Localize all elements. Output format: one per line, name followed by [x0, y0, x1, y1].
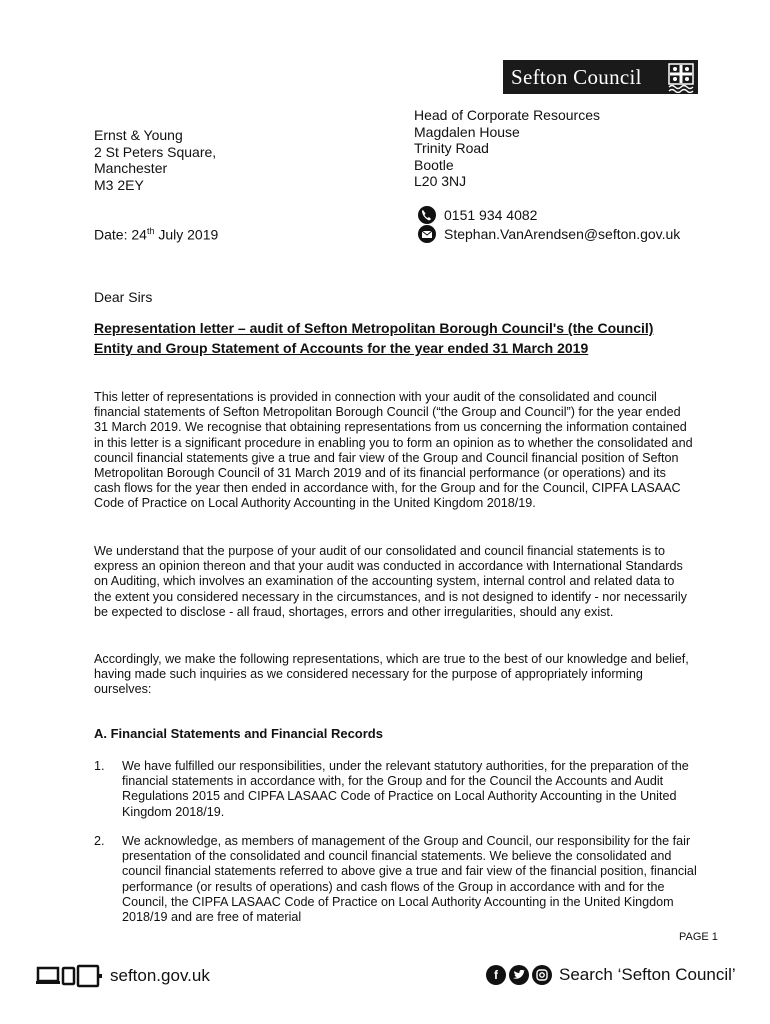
paragraph: This letter of representations is provided in connection with your audit of the consolidated and council financial statements of Sefton Metropolitan Borough Council (“the Group and Council”) for the year ended 31 March 2019. We recognise that obtaining representations from us concerning the information contained in this letter is a significant procedure in enabling you to form an opinion as to whether the consolidated and council financial statements give a true and fair view of the Group and Council financial position of Sefton Metropolitan Borough Council of 31 March 2019 and of its financial performance (or operations) and its cash flows for the year then ended in accordance with, for the Group and for the Council, CIPFA LASAAC Code of Practice on Local Authority Accounting in the United Kingdom 2018/19.	[94, 390, 693, 511]
email-address: Stephan.VanArendsen@sefton.gov.uk	[444, 226, 681, 242]
recipient-address	[94, 127, 216, 193]
footer-social	[486, 965, 736, 985]
search-text: Search ‘Sefton Council’	[559, 965, 736, 984]
twitter-icon[interactable]	[509, 965, 529, 985]
crest-icon	[666, 61, 696, 93]
sender-line: Bootle	[414, 156, 454, 173]
date-sup: th	[146, 226, 155, 236]
devices-icon	[36, 964, 104, 988]
sender-line: Head of Corporate Resources	[414, 107, 600, 123]
section-a-title: A. Financial Statements and Financial Records	[94, 726, 383, 741]
recipient-line: M3 2EY	[94, 176, 144, 193]
recipient-line: Ernst & Young	[94, 127, 183, 143]
salutation: Dear Sirs	[94, 289, 153, 305]
email-icon	[418, 225, 436, 243]
email-row	[418, 225, 680, 243]
list-item-number: 1.	[94, 759, 105, 773]
website-text[interactable]: sefton.gov.uk	[110, 966, 210, 985]
list-item	[94, 759, 704, 820]
phone-number: 0151 934 4082	[444, 207, 538, 223]
instagram-icon[interactable]	[532, 965, 552, 985]
phone-icon	[418, 206, 436, 224]
sender-line: Magdalen House	[414, 123, 520, 140]
subject-heading: Representation letter – audit of Sefton Metropolitan Borough Council's (the Council) Entity and Group Statement of Accounts for the year ended 31 March 2019	[94, 320, 654, 356]
phone-row	[418, 206, 680, 224]
recipient-line: Manchester	[94, 160, 168, 176]
list-item-text: We acknowledge, as members of management of the Group and Council, our responsibility for the fair presentation of the consolidated and council financial statements. We believe the consolidated and council financial statements referred to above give a true and fair view of the financial position, financial performance (or results of operations) and cash flows of the Group in accordance with and for the Council, the CIPFA LASAAC Code of Practice on Local Authority Accounting in the United Kingdom 2018/19 and are free of material	[122, 834, 697, 925]
list-item-text: We have fulfilled our responsibilities, under the relevant statutory authorities, for the preparation of the financial statements in accordance with, for the Group and for the Council the Accounts and Audit Regulations 2015 and CIPFA LASAAC Code of Practice on Local Authority Accounting in the United Kingdom 2018/19.	[122, 759, 689, 819]
date-suffix: July 2019	[154, 226, 219, 243]
sender-line: Trinity Road	[414, 140, 489, 156]
date-prefix: Date: 24	[94, 226, 147, 243]
logo-text: Sefton Council	[511, 64, 642, 89]
recipient-line: 2 St Peters Square,	[94, 143, 217, 160]
contact-block	[418, 206, 680, 243]
facebook-icon[interactable]: f	[486, 965, 506, 985]
letter-date	[94, 226, 218, 243]
sender-line: L20 3NJ	[414, 173, 467, 189]
paragraph: Accordingly, we make the following representations, which are true to the best of our knowledge and belief, having made such inquiries as we considered necessary for the purpose of appropriately informing ourselves:	[94, 652, 689, 697]
footer-website	[36, 964, 210, 988]
page-number: PAGE 1	[679, 931, 718, 943]
list-item	[94, 834, 704, 925]
sender-address	[414, 107, 600, 190]
sefton-council-logo	[503, 60, 698, 94]
list-item-number: 2.	[94, 834, 105, 848]
paragraph: We understand that the purpose of your audit of our consolidated and council financial statements is to express an opinion thereon and that your audit was conducted in accordance with International Standards on Auditing, which involves an examination of the accounting system, internal control and related data to the extent you considered necessary in the circumstances, and is not designed to identify - nor necessarily be expected to disclose - all fraud, shortages, errors and other irregularities, should any exist.	[94, 544, 687, 619]
